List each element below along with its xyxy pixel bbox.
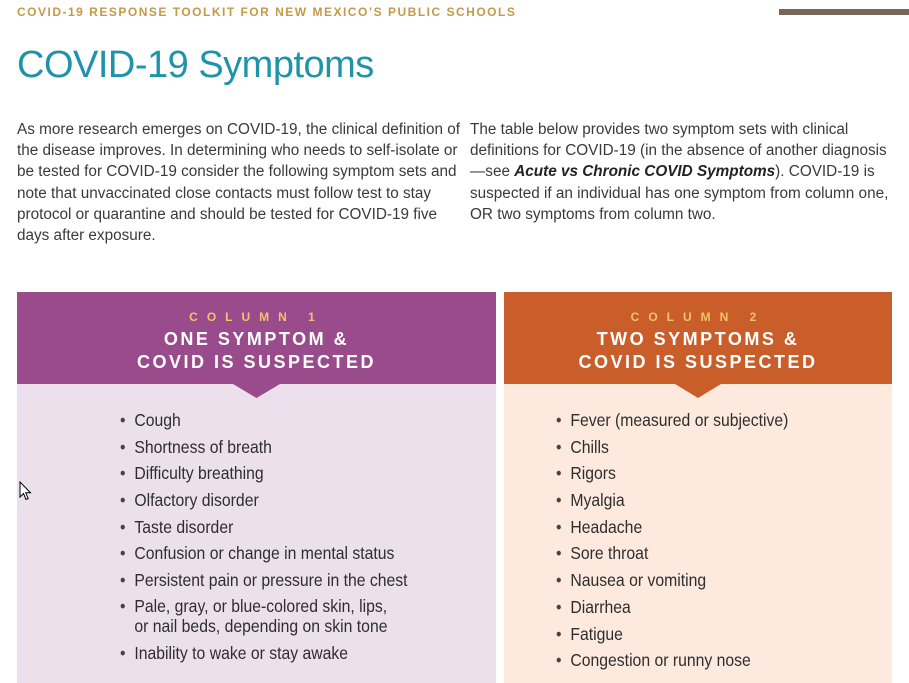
running-header-title: COVID-19 RESPONSE TOOLKIT FOR NEW MEXICO’S PUBLIC SCHOOLS — [17, 5, 517, 19]
column-two-symptom-list — [556, 409, 788, 676]
column-two-panel — [504, 292, 892, 683]
column-one-title-line2: COVID IS SUSPECTED — [136, 352, 377, 372]
symptom-list-item: • Shortness of breath — [120, 436, 408, 458]
symptom-list-item: • Chills — [556, 436, 788, 458]
symptom-list-item: • Headache — [556, 516, 788, 538]
column-one-symptom-list — [120, 409, 408, 669]
intro-right-emphasis-link[interactable]: Acute vs Chronic COVID Symptoms — [514, 163, 776, 181]
symptom-list-item: • Cough — [120, 409, 408, 431]
symptom-list-item-line: or nail beds, depending on skin tone — [134, 615, 388, 636]
running-header-bar — [0, 0, 909, 28]
column-one-panel — [17, 292, 496, 683]
symptom-list-item: • Nausea or vomiting — [556, 569, 788, 591]
symptom-list-item: • Congestion or runny nose — [556, 649, 788, 671]
symptom-list-item: • Persistent pain or pressure in the chest — [120, 569, 408, 591]
column-two-title — [504, 328, 892, 374]
column-two-header — [504, 292, 892, 400]
symptom-list-item: • Rigors — [556, 462, 788, 484]
column-two-title-line1: TWO SYMPTOMS & — [596, 329, 800, 349]
intro-right-text-start: The table below provides two symptom sets with clinical definitions for COVID-19 (in the absence of another diagnosis—see — [470, 121, 887, 181]
symptom-list-item: • Taste disorder — [120, 516, 408, 538]
symptom-list-item: • Myalgia — [556, 489, 788, 511]
column-one-header — [17, 292, 496, 400]
mouse-pointer-icon — [19, 481, 33, 501]
intro-paragraph-right — [470, 119, 890, 225]
symptom-list-item: • Inability to wake or stay awake — [120, 642, 408, 664]
header-rule — [779, 9, 909, 15]
column-two-title-line2: COVID IS SUSPECTED — [578, 352, 818, 372]
column-two-kicker: COLUMN 2 — [630, 310, 766, 324]
column-one-title — [17, 328, 496, 374]
page-title: COVID-19 Symptoms — [17, 44, 374, 86]
symptom-list-item: • Confusion or change in mental status — [120, 542, 408, 564]
symptom-list-item: • Olfactory disorder — [120, 489, 408, 511]
column-one-title-line1: ONE SYMPTOM & — [163, 329, 350, 349]
symptom-list-item: • Sore throat — [556, 542, 788, 564]
intro-right-text-end: ). COVID-19 is suspected if an individual has one symptom from column one, OR two symptoms from column two. — [470, 163, 889, 223]
column-one-kicker: COLUMN 1 — [189, 310, 324, 324]
symptom-list-item: • Fatigue — [556, 623, 788, 645]
symptom-list-item-line: • Pale, gray, or blue-colored skin, lips, — [134, 595, 388, 616]
symptom-list-item: • Fever (measured or subjective) — [556, 409, 788, 431]
symptom-list-item — [120, 596, 408, 636]
intro-paragraph-left: As more research emerges on COVID-19, the clinical definition of the disease improves. In determining who needs to self-isolate or be tested for COVID-19 consider the following symptom sets and note that unvaccinated close contacts must follow test to stay protocol or quarantine and should be tested for COVID-19 five days after exposure. — [17, 121, 460, 245]
symptom-list-item: • Diarrhea — [556, 596, 788, 618]
symptom-list-item: • Difficulty breathing — [120, 462, 408, 484]
